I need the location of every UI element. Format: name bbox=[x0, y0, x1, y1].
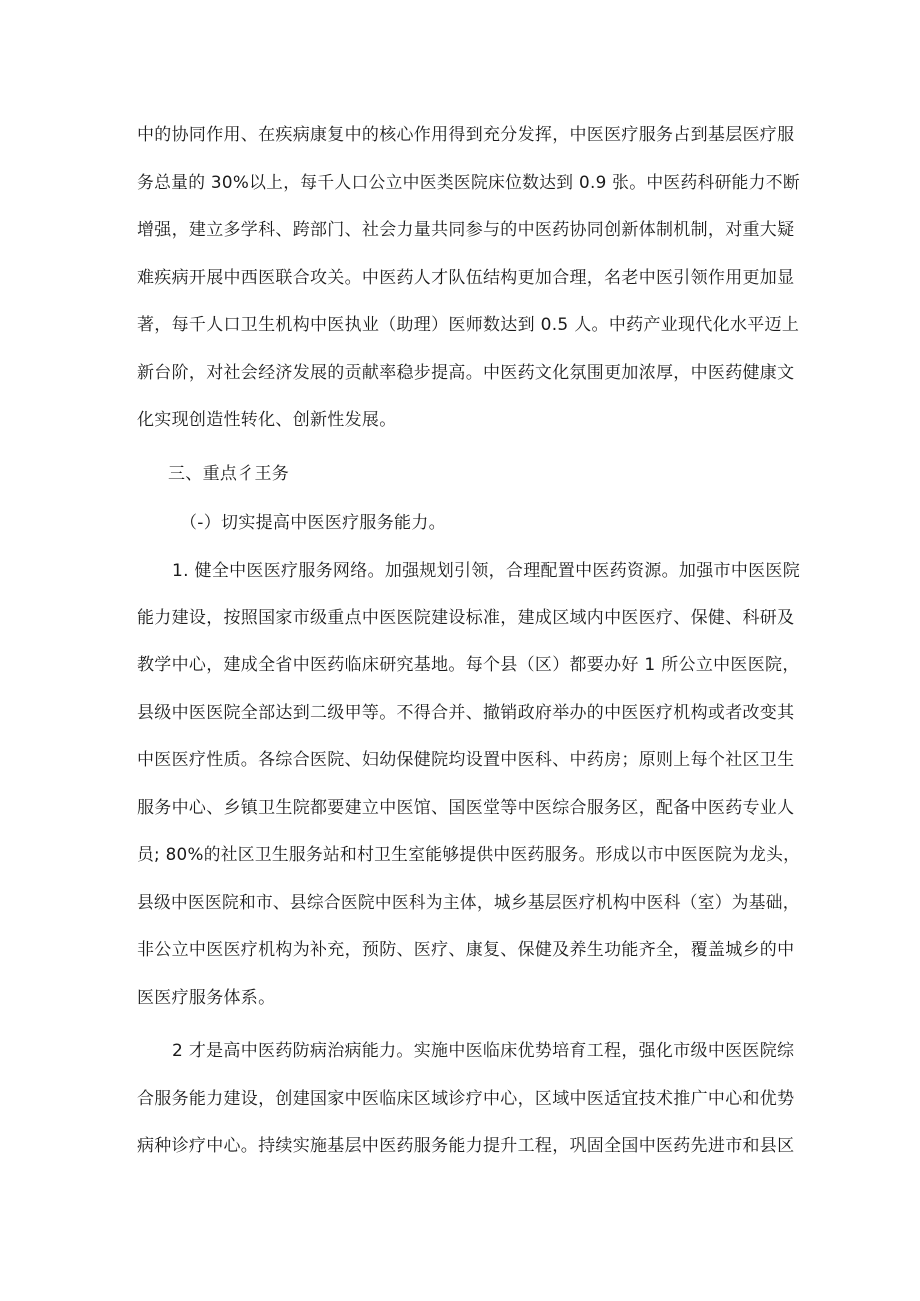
body-text-line: 1. 健全中医医疗服务网络。加强规划引领，合理配置中医药资源。加强市中医医院 bbox=[172, 561, 801, 581]
body-text-line: 病种诊疗中心。持续实施基层中医药服务能力提升工程，巩固全国中医药先进市和县区 bbox=[137, 1136, 795, 1156]
body-text-line: 化实现创造性转化、创新性发展。 bbox=[137, 410, 397, 430]
body-text-line: 服务中心、乡镇卫生院都要建立中医馆、国医堂等中医综合服务区，配备中医药专业人 bbox=[137, 798, 795, 818]
body-text-line: 中医医疗性质。各综合医院、妇幼保健院均设置中医科、中药房；原则上每个社区卫生 bbox=[137, 750, 795, 770]
body-text-line: 务总量的 30%以上，每千人口公立中医类医院床位数达到 0.9 张。中医药科研能力不断 bbox=[137, 173, 800, 193]
body-text-line: 非公立中医医疗机构为补充，预防、医疗、康复、保健及养生功能齐全，覆盖城乡的中 bbox=[137, 940, 795, 960]
section-heading: 三、重点彳王务 bbox=[168, 464, 290, 484]
body-text-line: 县级中医医院全部达到二级甲等。不得合并、撤销政府举办的中医医疗机构或者改变其 bbox=[137, 703, 795, 723]
body-text-line: 能力建设，按照国家市级重点中医医院建设标准，建成区域内中医医疗、保健、科研及 bbox=[137, 608, 795, 628]
body-text-line: 增强，建立多学科、跨部门、社会力量共同参与的中医药协同创新体制机制，对重大疑 bbox=[137, 220, 795, 240]
body-text-line: 员; 80%的社区卫生服务站和村卫生室能够提供中医药服务。形成以市中医医院为龙头， bbox=[137, 845, 801, 865]
subsection-heading: （-）切实提高中医医疗服务能力。 bbox=[180, 513, 446, 533]
body-text-line: 新台阶，对社会经济发展的贡献率稳步提高。中医药文化氛围更加浓厚，中医药健康文 bbox=[137, 363, 795, 383]
body-text-line: 县级中医医院和市、县综合医院中医科为主体，城乡基层医疗机构中医科（室）为基础， bbox=[137, 893, 800, 913]
body-text-line: 医医疗服务体系。 bbox=[137, 988, 276, 1008]
body-text-line: 教学中心，建成全省中医药临床研究基地。每个县（区）都要办好 1 所公立中医医院， bbox=[137, 655, 800, 675]
body-text-line: 著，每千人口卫生机构中医执业（助理）医师数达到 0.5 人。中药产业现代化水平迈上 bbox=[137, 315, 800, 335]
body-text-line: 难疾病开展中西医联合攻关。中医药人才队伍结构更加合理，名老中医引领作用更加显 bbox=[137, 268, 795, 288]
body-text-line: 中的协同作用、在疾病康复中的核心作用得到充分发挥，中医医疗服务占到基层医疗服 bbox=[137, 125, 795, 145]
body-text-line: 合服务能力建设，创建国家中医临床区域诊疗中心，区域中医适宜技术推广中心和优势 bbox=[137, 1089, 795, 1109]
body-text-line: 2 才是高中医药防病治病能力。实施中医临床优势培育工程，强化市级中医医院综 bbox=[172, 1041, 795, 1061]
